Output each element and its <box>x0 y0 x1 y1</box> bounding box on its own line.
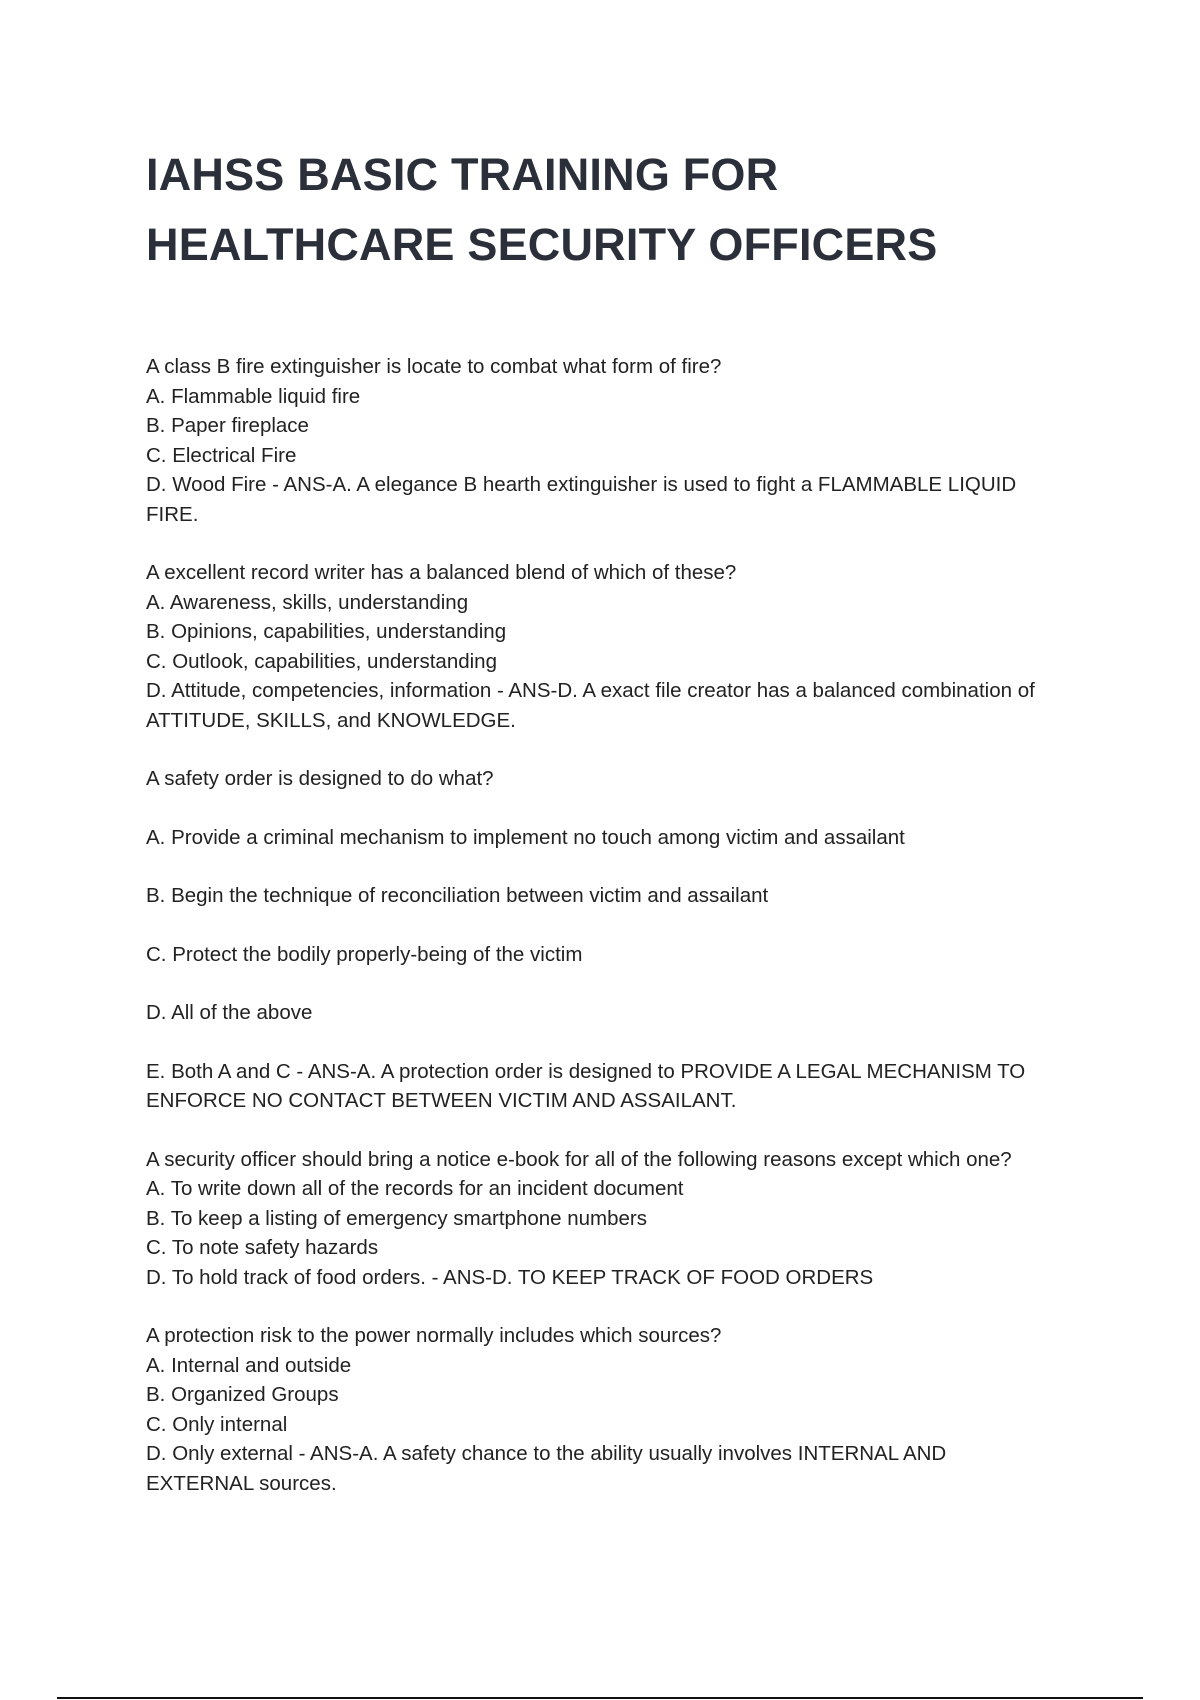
question-text: A class B fire extinguisher is locate to combat what form of fire? <box>146 355 722 378</box>
answer-option: A. Flammable liquid fire <box>146 384 361 408</box>
question-text: A security officer should bring a notice e-book for all of the following reasons except which one? <box>146 1147 1012 1171</box>
question-text: A safety order is designed to do what? <box>146 767 494 790</box>
answer-option-with-key: D. Only external - ANS-A. A safety chance to the ability usually involves INTERNAL AND EXTERNAL sources. <box>146 1442 947 1495</box>
document-page <box>146 140 1046 1527</box>
question-block <box>146 352 1046 529</box>
question-block <box>146 1145 1046 1293</box>
answer-option: C. Protect the bodily properly-being of the victim <box>146 942 583 966</box>
answer-option-with-key: D. Attitude, competencies, information - ANS-D. A exact file creator has a balanced combination of ATTITUDE, SKILLS, and KNOWLEDGE. <box>146 679 1035 732</box>
question-text: A excellent record writer has a balanced blend of which of these? <box>146 561 737 584</box>
question-list <box>146 352 1046 1498</box>
answer-option: A. Awareness, skills, understanding <box>146 590 469 614</box>
answer-option: C. Outlook, capabilities, understanding <box>146 649 497 673</box>
answer-option-with-key: E. Both A and C - ANS-A. A protection order is designed to PROVIDE A LEGAL MECHANISM TO ENFORCE NO CONTACT BETWEEN VICTIM AND ASSAILANT. <box>146 1059 1026 1112</box>
answer-option: B. Organized Groups <box>146 1383 339 1406</box>
answer-option: C. To note safety hazards <box>146 1236 379 1259</box>
question-block <box>146 558 1046 735</box>
title-line-1: IAHSS BASIC TRAINING FOR <box>146 149 779 200</box>
answer-option-with-key: D. To hold track of food orders. - ANS-D. TO KEEP TRACK OF FOOD ORDERS <box>146 1265 874 1289</box>
answer-option: B. To keep a listing of emergency smartphone numbers <box>146 1206 647 1230</box>
answer-option: C. Electrical Fire <box>146 443 297 467</box>
answer-option: B. Begin the technique of reconciliation between victim and assailant <box>146 884 769 907</box>
page-title <box>146 140 1046 280</box>
question-block <box>146 764 1046 1116</box>
answer-option: C. Only internal <box>146 1412 288 1436</box>
question-block <box>146 1321 1046 1498</box>
page-footer-rule <box>57 1697 1143 1699</box>
title-line-2: HEALTHCARE SECURITY OFFICERS <box>146 219 938 270</box>
answer-option: A. Internal and outside <box>146 1353 352 1377</box>
question-text: A protection risk to the power normally includes which sources? <box>146 1324 722 1347</box>
answer-option-with-key: D. Wood Fire - ANS-A. A elegance B hearth extinguisher is used to fight a FLAMMABLE LIQUID FIRE. <box>146 473 1017 526</box>
answer-option: B. Paper fireplace <box>146 414 309 437</box>
answer-option: A. To write down all of the records for an incident document <box>146 1177 684 1200</box>
answer-option: D. All of the above <box>146 1001 313 1024</box>
answer-option: A. Provide a criminal mechanism to implement no touch among victim and assailant <box>146 825 905 849</box>
answer-option: B. Opinions, capabilities, understanding <box>146 620 507 643</box>
